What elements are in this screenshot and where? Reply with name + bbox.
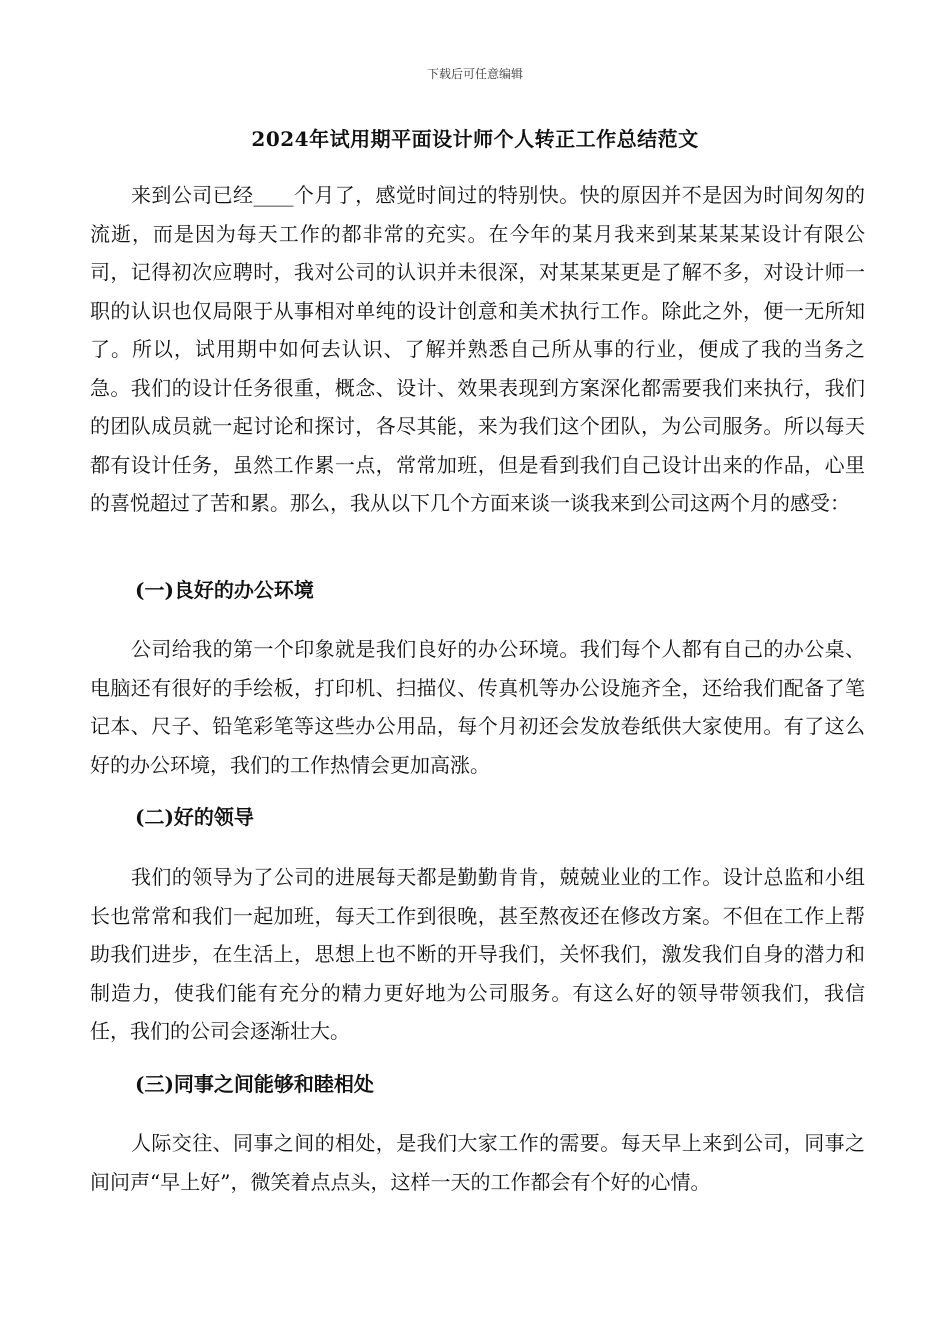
intro-paragraph: 来到公司已经____个月了，感觉时间过的特别快。快的原因并不是因为时间匆匆的流逝，而是因为每天工作的都非常的充实。在今年的某月我来到某某某某设计有限公司，记得初次应聘时，我对公司的认识并未很深，对某某某更是了解不多，对设计师一职的认识也仅局限于从事相对单纯的设计创意和美术执行工作。除此之外，便一无所知了。所以，试用期中如何去认识、了解并熟悉自己所从事的行业，便成了我的当务之急。我们的设计任务很重，概念、设计、效果表现到方案深化都需要我们来执行，我们的团队成员就一起讨论和探讨，各尽其能，来为我们这个团队，为公司服务。所以每天都有设计任务，虽然工作累一点，常常加班，但是看到我们自己设计出来的作品，心里的喜悦超过了苦和累。那么，我从以下几个方面来谈一谈我来到公司这两个月的感受：: [90, 183, 865, 515]
document-title: 2024年试用期平面设计师个人转正工作总结范文: [251, 127, 699, 151]
section-heading-1: (一)良好的办公环境: [135, 578, 314, 602]
section-heading-2: (二)好的领导: [135, 805, 254, 829]
section-heading-3: (三)同事之间能够和睦相处: [135, 1072, 374, 1096]
page-header-note: 下载后可任意编辑: [426, 67, 523, 81]
section-body-1: 公司给我的第一个印象就是我们良好的办公环境。我们每个人都有自己的办公桌、电脑还有很好的手绘板，打印机、扫描仪、传真机等办公设施齐全，还给我们配备了笔记本、尺子、铅笔彩笔等这些办公用品，每个月初还会发放卷纸供大家使用。有了这么好的办公环境，我们的工作热情会更加高涨。: [90, 637, 865, 777]
section-body-3: 人际交往、同事之间的相处，是我们大家工作的需要。每天早上来到公司，同事之间问声“早上好”，微笑着点点头，这样一天的工作都会有个好的心情。: [90, 1131, 865, 1194]
section-body-2: 我们的领导为了公司的进展每天都是勤勤肯肯，兢兢业业的工作。设计总监和小组长也常常和我们一起加班，每天工作到很晚，甚至熬夜还在修改方案。不但在工作上帮助我们进步，在生活上，思想上也不断的开导我们，关怀我们，激发我们自身的潜力和制造力，使我们能有充分的精力更好地为公司服务。有这么好的领导带领我们，我信任，我们的公司会逐渐壮大。: [90, 865, 865, 1043]
